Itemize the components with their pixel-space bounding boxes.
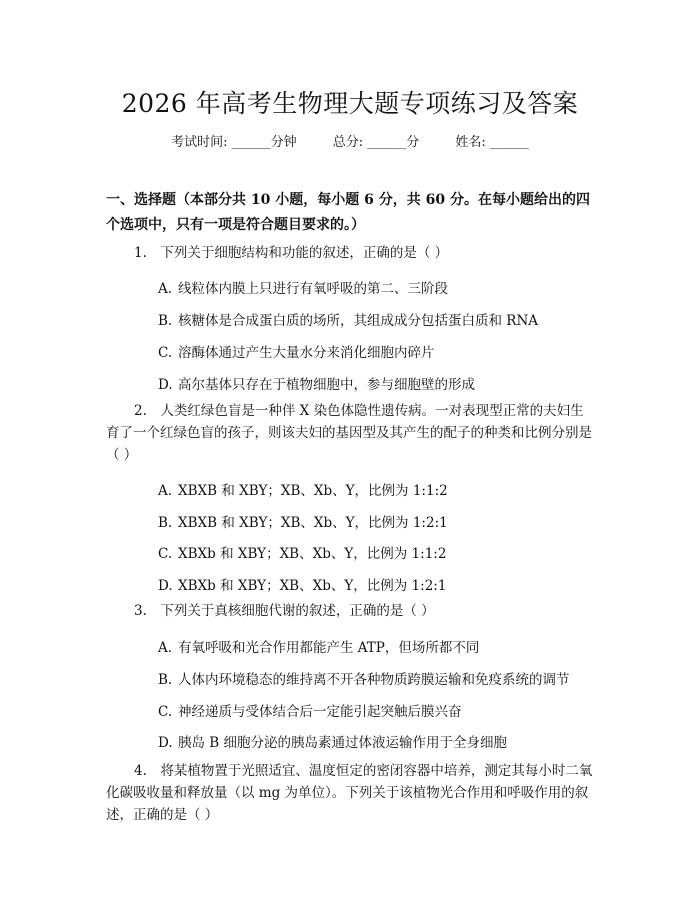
option-letter: B.: [158, 515, 173, 531]
option-text: 有氧呼吸和光合作用都能产生 ATP，但场所都不同: [178, 640, 480, 656]
option-text: 人体内环境稳态的维持离不开各种物质跨膜运输和免疫系统的调节: [178, 672, 570, 688]
option-letter: C.: [158, 704, 173, 720]
question-2-option-d: [158, 574, 446, 594]
question-1-option-a: [158, 277, 448, 297]
section-header: 一、选择题（本部分共 10 小题，每小题 6 分，共 60 分。在每小题给出的四个选项中，只有一项是符合题目要求的。）: [106, 192, 590, 233]
option-letter: B.: [158, 672, 173, 688]
question-2-option-a: [158, 479, 448, 499]
option-letter: A.: [158, 483, 173, 499]
question-3-option-b: [158, 668, 570, 688]
option-text: XBXB 和 XBY；XB、Xb、Y，比例为 1:1:2: [178, 483, 448, 499]
option-letter: A.: [158, 281, 173, 297]
option-letter: D.: [158, 377, 173, 393]
option-letter: B.: [158, 313, 173, 329]
option-letter: C.: [158, 345, 173, 361]
question-2-option-c: [158, 542, 446, 562]
question-3-option-c: [158, 700, 462, 720]
question-3-option-a: [158, 636, 479, 656]
option-letter: D.: [158, 578, 173, 594]
question-1-option-d: [158, 373, 475, 393]
total-score-field: 总分: ______分: [332, 135, 420, 150]
option-text: 溶酶体通过产生大量水分来消化细胞内碎片: [178, 345, 435, 361]
question-2-stem: 2. 人类红绿色盲是一种伴 X 染色体隐性遗传病。一对表现型正常的夫妇生育了一个红绿色盲的孩子，则该夫妇的基因型及其产生的配子的种类和比例分别是（ ）: [106, 403, 592, 463]
student-name-field: 姓名: ______: [455, 135, 529, 150]
question-1-option-b: [158, 309, 538, 329]
question-1-option-c: [158, 341, 435, 361]
exam-time-field: 考试时间: ______分钟: [171, 135, 297, 150]
question-2-option-b: [158, 511, 448, 531]
option-text: XBXb 和 XBY；XB、Xb、Y，比例为 1:1:2: [178, 546, 447, 562]
question-3-stem: 3. 下列关于真核细胞代谢的叙述，正确的是（ ）: [134, 603, 435, 619]
question-3-option-d: [158, 731, 507, 751]
option-text: 胰岛 B 细胞分泌的胰岛素通过体液运输作用于全身细胞: [178, 735, 508, 751]
option-letter: A.: [158, 640, 173, 656]
option-letter: C.: [158, 546, 173, 562]
page-title: 2026 年高考生物理大题专项练习及答案: [121, 89, 579, 118]
option-text: 核糖体是合成蛋白质的场所，其组成成分包括蛋白质和 RNA: [178, 313, 539, 329]
exam-info-line: [0, 131, 700, 150]
question-4-stem: 4. 将某植物置于光照适宜、温度恒定的密闭容器中培养，测定其每小时二氧化碳吸收量和释放量（以 mg 为单位）。下列关于该植物光合作用和呼吸作用的叙述，正确的是（ ）: [106, 763, 593, 823]
option-text: 高尔基体只存在于植物细胞中，参与细胞壁的形成: [178, 377, 475, 393]
option-text: XBXb 和 XBY；XB、Xb、Y，比例为 1:2:1: [178, 578, 447, 594]
question-1-stem: 1. 下列关于细胞结构和功能的叙述，正确的是（ ）: [134, 245, 449, 261]
option-letter: D.: [158, 735, 173, 751]
option-text: 线粒体内膜上只进行有氧呼吸的第二、三阶段: [178, 281, 448, 297]
option-text: 神经递质与受体结合后一定能引起突触后膜兴奋: [178, 704, 462, 720]
option-text: XBXB 和 XBY；XB、Xb、Y，比例为 1:2:1: [178, 515, 448, 531]
